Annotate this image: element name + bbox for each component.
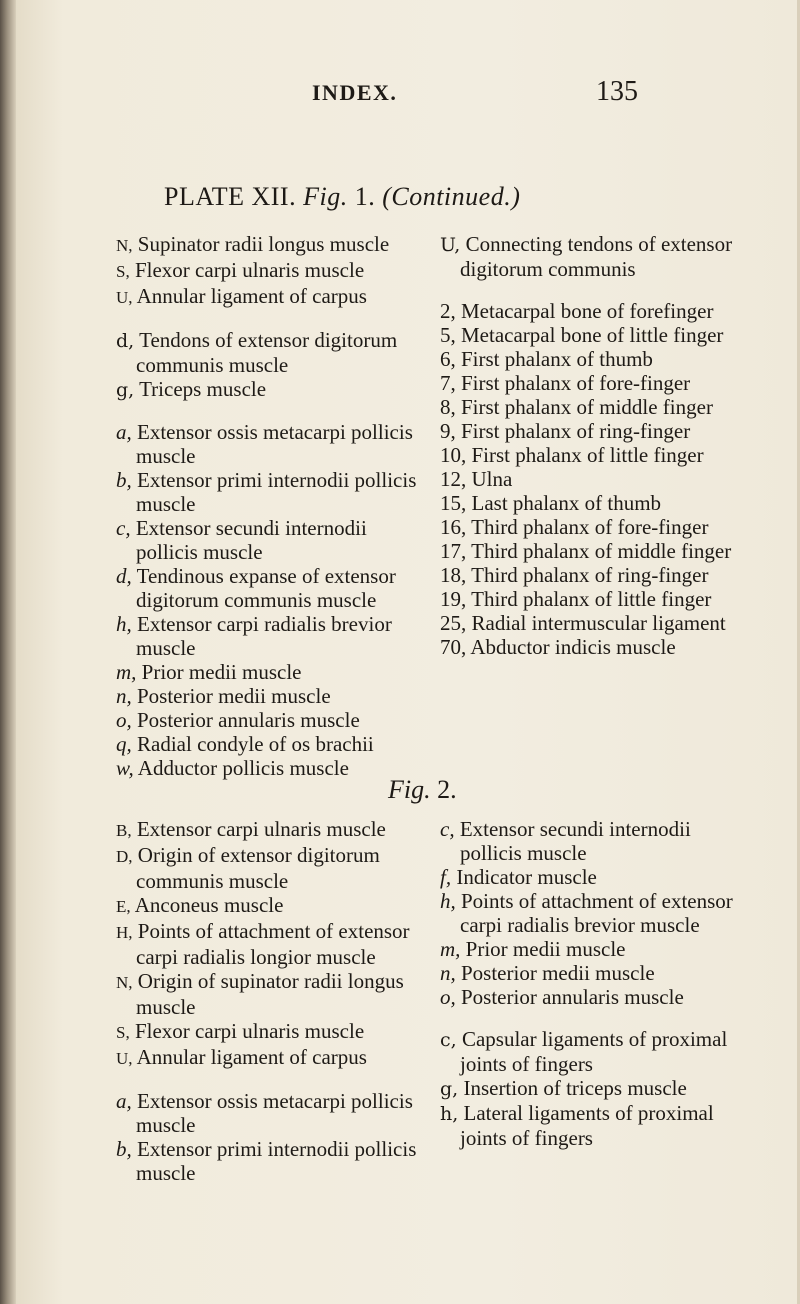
index-entry: N, Origin of supinator radii longus muscle xyxy=(116,969,404,1019)
index-entry: a, Extensor ossis metacarpi pollicis muscle xyxy=(116,420,413,468)
index-entry: w, Adductor pollicis muscle xyxy=(116,756,349,780)
index-entry: E, Anconeus muscle xyxy=(116,893,284,917)
index-entry: 10, First phalanx of little finger xyxy=(440,443,704,467)
index-entry: m, Prior medii muscle xyxy=(116,660,302,684)
index-entry: h, Points of attachment of extensor carpi radialis brevior muscle xyxy=(440,889,733,937)
index-entry: n, Posterior medii muscle xyxy=(116,684,331,708)
index-entry: q, Radial condyle of os brachii xyxy=(116,732,374,756)
fig2-left-column xyxy=(116,817,428,1185)
running-head: INDEX. xyxy=(312,80,398,105)
index-entry: n, Posterior medii muscle xyxy=(440,961,655,985)
index-entry: N, Supinator radii longus muscle xyxy=(116,232,390,256)
index-entry: o, Posterior annularis muscle xyxy=(116,708,360,732)
plate-label: PLATE XII. xyxy=(164,182,297,211)
index-entry: b, Extensor primi internodii pollicis muscle xyxy=(116,1137,417,1185)
index-entry: a, Extensor ossis metacarpi pollicis muscle xyxy=(116,1089,413,1137)
fig2-right-column xyxy=(440,817,740,1150)
fig1-right-column xyxy=(440,232,740,659)
book-page xyxy=(16,0,800,1304)
index-entry: c, Capsular ligaments of proximal joints of fingers xyxy=(440,1027,728,1076)
index-entry: d, Tendinous expanse of extensor digitorum communis muscle xyxy=(116,564,396,612)
fig2-heading: Fig. 2. xyxy=(388,775,457,804)
index-entry: b, Extensor primi internodii pollicis muscle xyxy=(116,468,417,516)
book-binding-edge xyxy=(0,0,16,1304)
index-entry: 2, Metacarpal bone of forefinger xyxy=(440,299,714,323)
index-entry: 70, Abductor indicis muscle xyxy=(440,635,676,659)
fig-number: 1. xyxy=(354,182,376,211)
index-entry: g, Triceps muscle xyxy=(116,377,267,401)
index-entry: f, Indicator muscle xyxy=(440,865,597,889)
page-number: 135 xyxy=(596,76,638,107)
index-entry: 9, First phalanx of ring-finger xyxy=(440,419,691,443)
index-entry: B, Extensor carpi ulnaris muscle xyxy=(116,817,386,841)
index-entry: U, Annular ligament of carpus xyxy=(116,284,367,308)
index-entry: 6, First phalanx of thumb xyxy=(440,347,653,371)
index-entry: 5, Metacarpal bone of little finger xyxy=(440,323,724,347)
index-entry: S, Flexor carpi ulnaris muscle xyxy=(116,258,365,282)
index-entry: 15, Last phalanx of thumb xyxy=(440,491,662,515)
index-entry: o, Posterior annularis muscle xyxy=(440,985,684,1009)
index-entry: 18, Third phalanx of ring-finger xyxy=(440,563,709,587)
index-entry: 16, Third phalanx of fore-finger xyxy=(440,515,709,539)
index-entry: U, Annular ligament of carpus xyxy=(116,1045,367,1069)
index-entry: 17, Third phalanx of middle finger xyxy=(440,539,732,563)
plate-heading xyxy=(164,182,520,212)
index-entry: c, Extensor secundi internodii pollicis muscle xyxy=(440,817,691,865)
index-entry: U, Connecting tendons of extensor digitorum communis xyxy=(440,232,733,281)
index-entry: S, Flexor carpi ulnaris muscle xyxy=(116,1019,365,1043)
index-entry: h, Extensor carpi radialis brevior muscle xyxy=(116,612,392,660)
index-entry: 19, Third phalanx of little finger xyxy=(440,587,712,611)
index-entry: c, Extensor secundi internodii pollicis muscle xyxy=(116,516,367,564)
index-entry: m, Prior medii muscle xyxy=(440,937,626,961)
fig1-left-column xyxy=(116,232,428,780)
continued-label: (Continued.) xyxy=(382,182,521,211)
index-entry: g, Insertion of triceps muscle xyxy=(440,1076,687,1100)
index-entry: 7, First phalanx of fore-finger xyxy=(440,371,691,395)
index-entry: h, Lateral ligaments of proximal joints of fingers xyxy=(440,1101,714,1150)
index-entry: 12, Ulna xyxy=(440,467,513,491)
index-entry: 25, Radial intermuscular ligament xyxy=(440,611,726,635)
index-entry: 8, First phalanx of middle finger xyxy=(440,395,713,419)
index-entry: d, Tendons of extensor digitorum communis muscle xyxy=(116,328,398,377)
fig-label: Fig. xyxy=(303,182,348,211)
index-entry: H, Points of attachment of extensor carpi radialis longior muscle xyxy=(116,919,410,969)
index-entry: D, Origin of extensor digitorum communis muscle xyxy=(116,843,380,893)
